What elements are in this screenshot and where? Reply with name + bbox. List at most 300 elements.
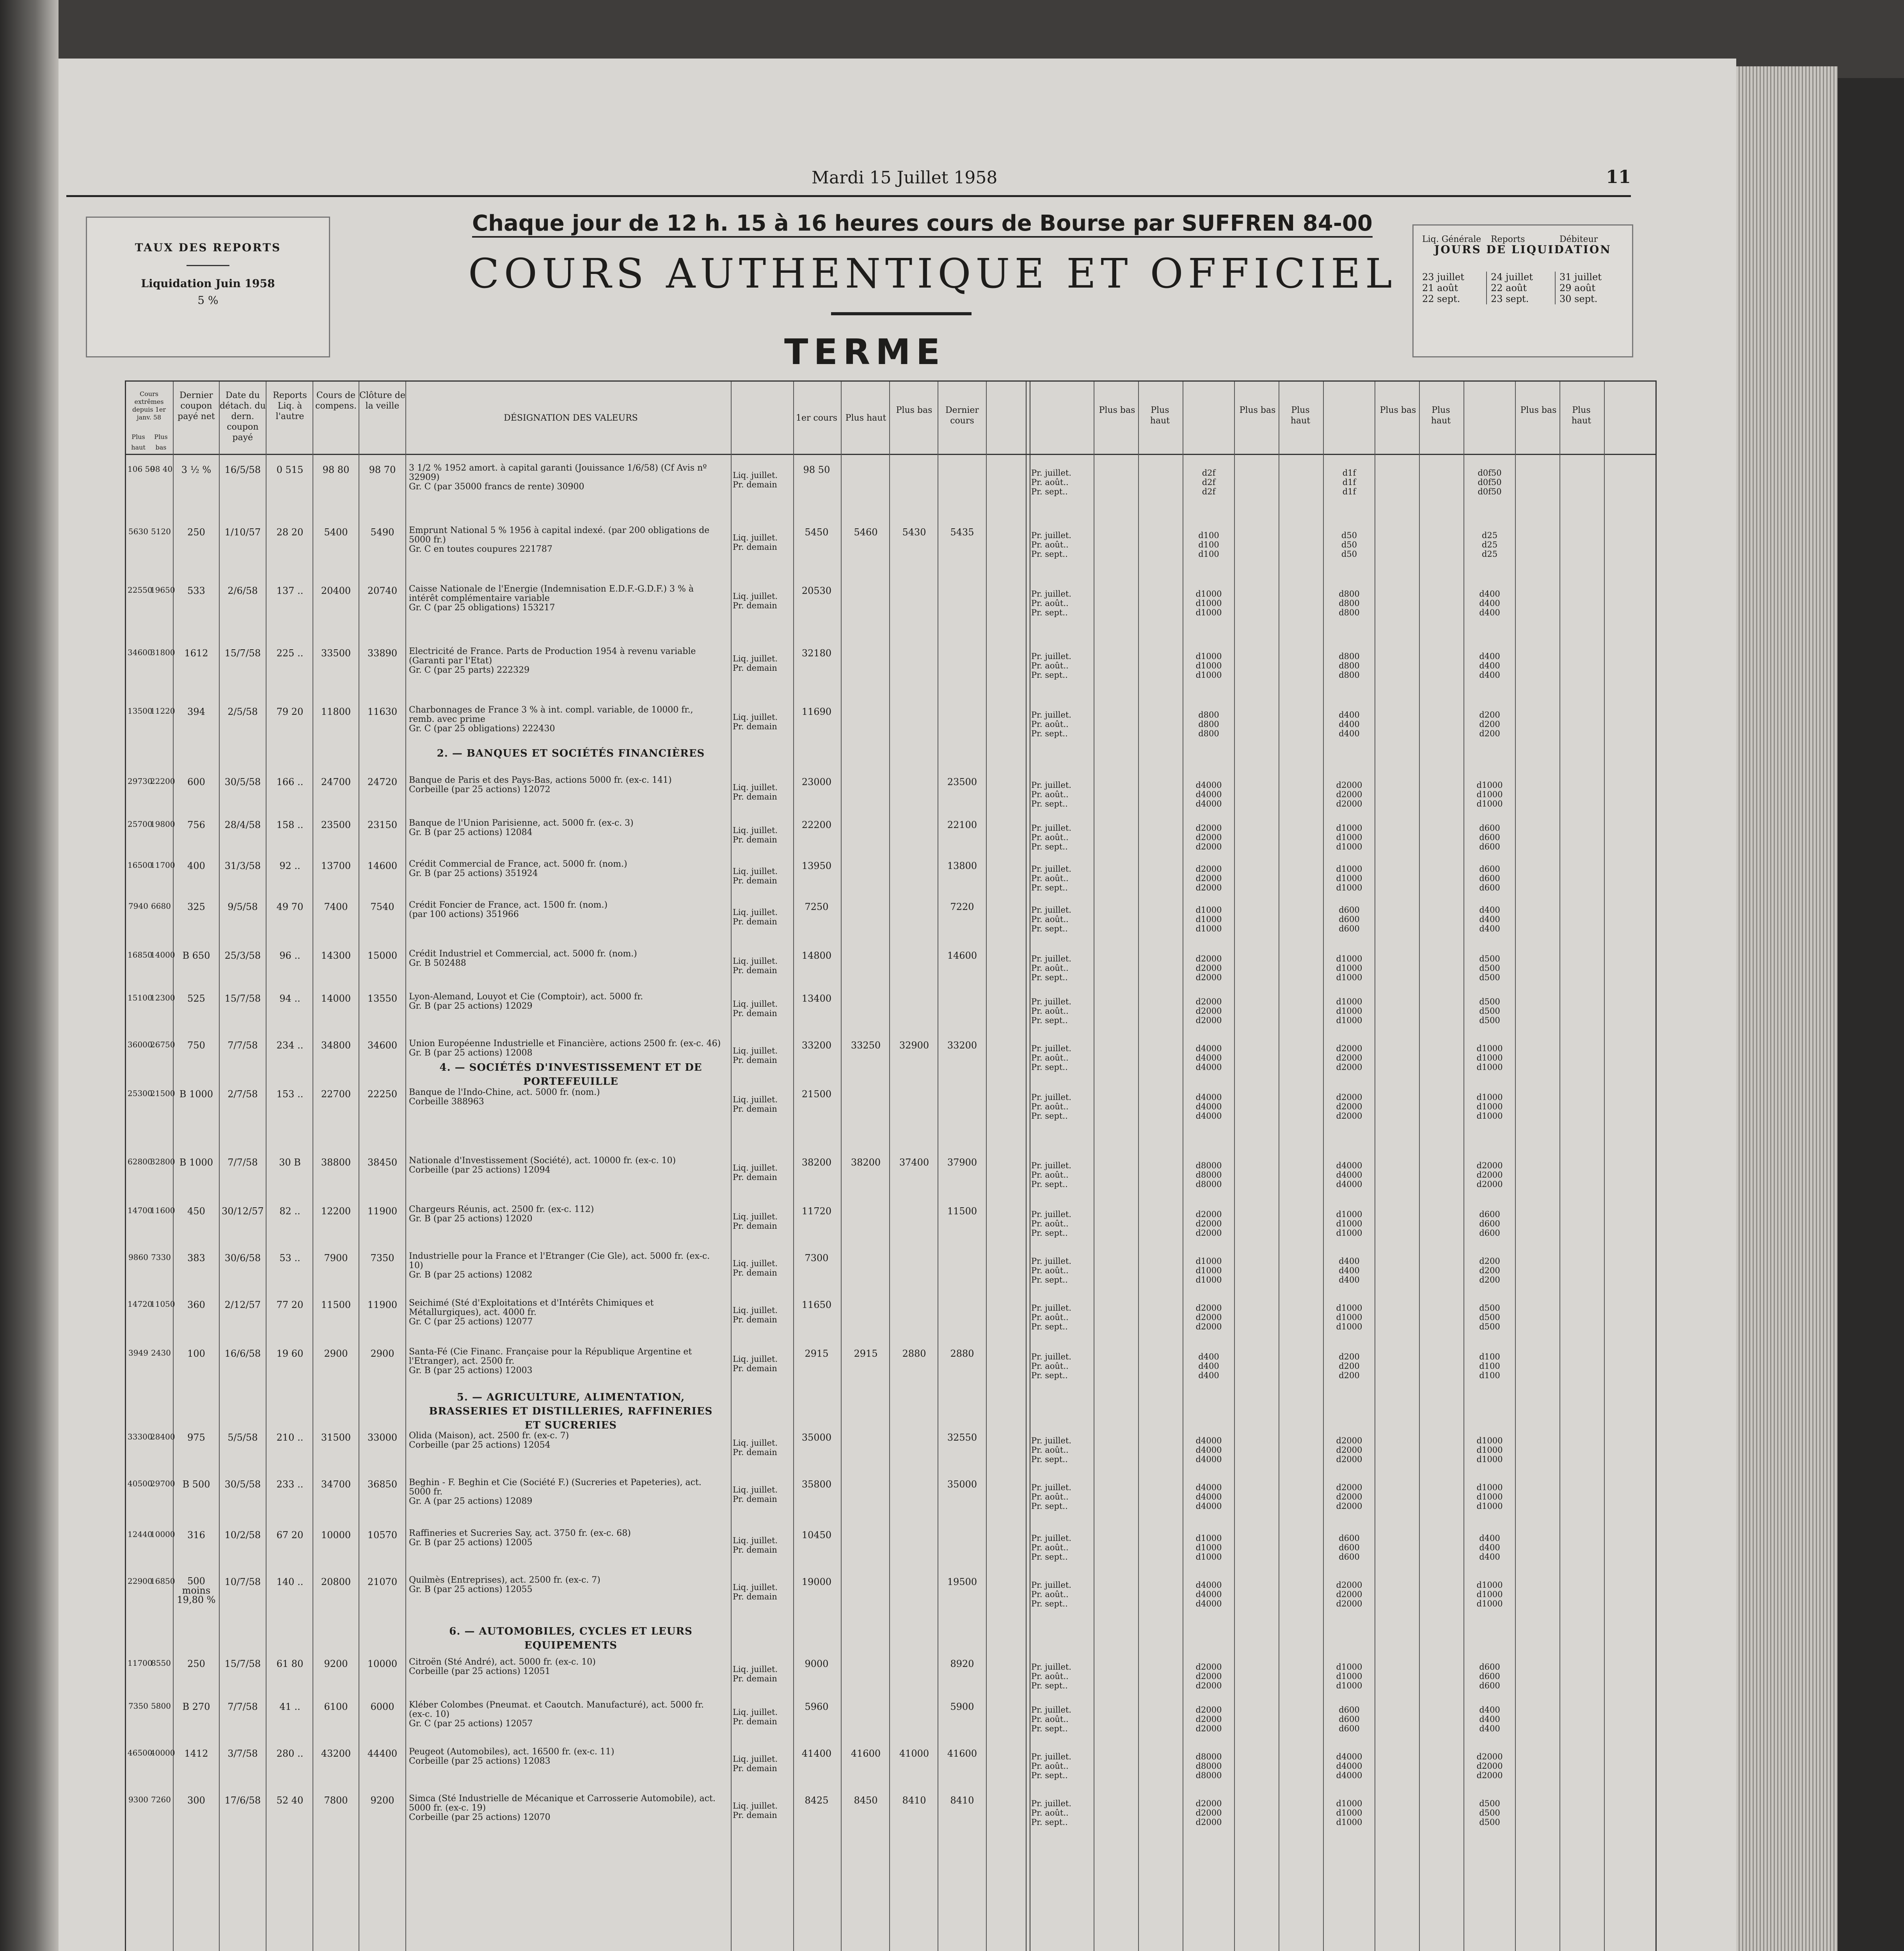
cell-pb2: 8410 [902, 1795, 926, 1806]
prime-label: Pr. août.. [1031, 478, 1069, 487]
col-cours-compens: Cours de compens. [315, 391, 357, 411]
cell-cp: 450 [187, 1206, 205, 1217]
prime-value: d4000 [1195, 1063, 1222, 1072]
prime-value: d2000 [1195, 833, 1222, 842]
security-group: Gr. B (par 25 actions) 12020 [409, 1214, 533, 1224]
prime-label: Pr. juillet. [1031, 1483, 1071, 1492]
prime-value: d400 [1479, 1543, 1500, 1552]
col-repeat-5: Plus bas [1380, 405, 1416, 415]
col-repeat-1: Plus bas [1099, 405, 1135, 415]
prime-value: d2000 [1336, 780, 1362, 790]
prime-value: d200 [1479, 720, 1500, 729]
cell-cc: 11800 [321, 706, 351, 717]
cell-ph: 25300 [128, 1089, 153, 1098]
prime-value-r1 [1187, 1799, 1230, 1827]
cell-rp: 41 .. [279, 1701, 300, 1712]
liq-label: Pr. demain [733, 601, 777, 610]
cell-c1: 10450 [801, 1530, 832, 1541]
security-name: Beghin - F. Beghin et Cie (Société F.) (Sucreries et Papeteries), act. 5000 fr. [409, 1478, 702, 1497]
col-cloture: Clôture de la veille [359, 391, 405, 411]
liq-label: Liq. juillet. [733, 1708, 778, 1717]
table-row [126, 581, 1655, 639]
cell-cp: 394 [187, 706, 205, 717]
prime-label: Pr. sept.. [1031, 924, 1068, 933]
cell-dt: 7/7/58 [227, 1157, 258, 1168]
cell-dt: 15/7/58 [224, 1658, 261, 1669]
cell-c1: 33200 [801, 1040, 832, 1051]
designation [409, 901, 721, 919]
prime-labels [1031, 1093, 1094, 1121]
cell-c1: 8425 [805, 1795, 829, 1806]
prime-value: d400 [1198, 1361, 1219, 1371]
cell-dt: 9/5/58 [227, 901, 258, 912]
liq-label: Pr. demain [733, 1364, 777, 1373]
prime-value: d2000 [1336, 790, 1362, 799]
prime-value: d4000 [1195, 1093, 1222, 1102]
prime-value: d4000 [1195, 1492, 1222, 1501]
jours-date: 24 juillet [1491, 272, 1533, 283]
prime-label: Pr. août.. [1031, 599, 1069, 608]
prime-value: d2f [1202, 478, 1216, 487]
liquidation-labels [733, 1046, 795, 1065]
prime-label: Pr. août.. [1031, 1808, 1069, 1818]
cell-c1: 5960 [805, 1701, 829, 1712]
prime-value-r2 [1328, 1533, 1371, 1562]
prime-label: Pr. sept.. [1031, 1228, 1068, 1238]
cell-cp: 300 [187, 1795, 205, 1806]
prime-value: d100 [1479, 1371, 1500, 1380]
security-name: Nationale d'Investissement (Société), act. 10000 fr. (ex-c. 10) [409, 1156, 676, 1166]
prime-value-r1 [1187, 823, 1230, 851]
prime-value: d2000 [1336, 1483, 1362, 1492]
prime-labels [1031, 1752, 1094, 1780]
cell-cp: 975 [187, 1432, 205, 1443]
prime-value: d1000 [1336, 1818, 1362, 1827]
prime-value: d1000 [1336, 833, 1362, 842]
cell-cp: 500 moins 19,80 % [177, 1576, 216, 1605]
cell-c1: 7250 [805, 901, 829, 912]
cell-pb2: 32900 [899, 1040, 929, 1051]
prime-value: d2000 [1195, 1818, 1222, 1827]
prime-value-r1 [1187, 468, 1230, 496]
prime-value: d2000 [1336, 799, 1362, 808]
prime-value: d50 [1341, 531, 1357, 540]
prime-value: d4000 [1336, 1771, 1362, 1780]
prime-value: d400 [1339, 729, 1360, 738]
prime-labels [1031, 954, 1094, 982]
prime-label: Pr. sept.. [1031, 608, 1068, 617]
prime-value: d4000 [1336, 1180, 1362, 1189]
title-rule [831, 312, 972, 315]
prime-value: d600 [1339, 1543, 1360, 1552]
liq-label: Liq. juillet. [733, 713, 778, 722]
security-name: Peugeot (Automobiles), act. 16500 fr. (ex-c. 11) [409, 1747, 615, 1757]
cell-cl: 23150 [367, 819, 398, 830]
liq-label: Pr. demain [733, 1104, 777, 1114]
designation [409, 1478, 721, 1506]
cell-cp: 100 [187, 1348, 205, 1359]
prime-value-r3 [1468, 864, 1511, 892]
prime-value: d2000 [1195, 1715, 1222, 1724]
prime-value: d4000 [1195, 1102, 1222, 1111]
prime-label: Pr. août.. [1031, 661, 1069, 670]
cell-cl: 11630 [367, 706, 398, 717]
cell-cc: 38800 [321, 1157, 351, 1168]
cell-dt: 7/7/58 [227, 1701, 258, 1712]
prime-label: Pr. août.. [1031, 1543, 1069, 1552]
prime-value: d2000 [1195, 1808, 1222, 1818]
prime-value: d1000 [1195, 1552, 1222, 1562]
security-group: Gr. B (par 25 actions) 12084 [409, 828, 533, 837]
security-name: Lyon-Alemand, Louyot et Cie (Comptoir), act. 5000 fr. [409, 992, 643, 1002]
cell-pb: 16850 [150, 1576, 175, 1586]
cell-c1: 21500 [801, 1089, 832, 1100]
prime-value-r3 [1468, 1705, 1511, 1733]
security-name: Union Européenne Industrielle et Financière, actions 2500 fr. (ex-c. 46) [409, 1039, 721, 1048]
prime-label: Pr. août.. [1031, 1672, 1069, 1681]
prime-value: d1000 [1195, 924, 1222, 933]
cell-cl: 10570 [367, 1530, 398, 1541]
cell-cl: 44400 [367, 1748, 398, 1759]
prime-value-r2 [1328, 823, 1371, 851]
prime-value: d400 [1339, 1266, 1360, 1275]
cell-ph: 15100 [128, 993, 153, 1002]
prime-value: d2000 [1476, 1161, 1503, 1170]
cell-ph: 22550 [128, 585, 153, 595]
col-repeat-7: Plus bas [1520, 405, 1557, 415]
prime-value: d1000 [1336, 963, 1362, 973]
prime-value-r2 [1328, 589, 1371, 617]
prime-value: d2000 [1195, 1016, 1222, 1025]
cell-dt: 5/5/58 [227, 1432, 258, 1443]
cell-ph: 62800 [128, 1157, 153, 1166]
liq-label: Pr. demain [733, 835, 777, 844]
prime-label: Pr. juillet. [1031, 1352, 1071, 1361]
prime-value-r1 [1187, 1044, 1230, 1072]
cell-dt: 16/5/58 [224, 464, 261, 475]
prime-value: d50 [1341, 549, 1357, 559]
cell-cc: 98 80 [322, 464, 350, 475]
cell-cp: 250 [187, 527, 205, 538]
prime-value: d2000 [1336, 1093, 1362, 1102]
cell-rp: 96 .. [279, 950, 300, 961]
prime-value: d4000 [1336, 1752, 1362, 1761]
designation [409, 1747, 721, 1766]
prime-label: Pr. sept.. [1031, 487, 1068, 496]
col-premier-cours: 1er cours [796, 413, 838, 423]
cell-ph2: 8450 [854, 1795, 878, 1806]
cell-cc: 14300 [321, 950, 351, 961]
prime-value: d1000 [1336, 1313, 1362, 1322]
cell-cp: B 650 [182, 950, 210, 961]
prime-value-r1 [1187, 1580, 1230, 1608]
cell-pb: 32800 [150, 1157, 175, 1166]
prime-value: d2000 [1336, 1580, 1362, 1590]
cell-rp: 79 20 [276, 706, 304, 717]
prime-value-r3 [1468, 1580, 1511, 1608]
cell-cl: 7540 [370, 901, 394, 912]
prime-labels [1031, 1580, 1094, 1608]
cell-dt: 16/6/58 [224, 1348, 261, 1359]
liq-label: Pr. demain [733, 1494, 777, 1504]
jours-date: 29 août [1559, 283, 1596, 293]
cell-dt: 15/7/58 [224, 993, 261, 1004]
liquidation-labels [733, 1665, 795, 1683]
designation [409, 819, 721, 837]
cell-pb: 21500 [150, 1089, 175, 1098]
prime-label: Pr. août.. [1031, 1313, 1069, 1322]
prime-value: d8000 [1195, 1771, 1222, 1780]
col-plus-bas-2: Plus bas [896, 405, 932, 415]
col-repeat-4: Plus haut [1290, 405, 1311, 426]
liquidation-labels [733, 867, 795, 885]
prime-value-r3 [1468, 468, 1511, 496]
cell-pb: 6680 [151, 901, 171, 911]
designation [409, 1529, 721, 1548]
prime-value: d1000 [1195, 905, 1222, 915]
prime-value-r3 [1468, 1662, 1511, 1690]
prime-labels [1031, 1161, 1094, 1189]
cell-cl: 2900 [370, 1348, 394, 1359]
prime-value: d2000 [1336, 1455, 1362, 1464]
prime-label: Pr. août.. [1031, 1445, 1069, 1455]
jours-date: 22 août [1491, 283, 1527, 293]
prime-value: d500 [1479, 1808, 1500, 1818]
liquidation-labels [733, 1212, 795, 1231]
prime-value: d2000 [1476, 1761, 1503, 1771]
cell-c1: 32180 [801, 648, 832, 659]
prime-labels [1031, 1662, 1094, 1690]
prime-value: d2000 [1476, 1752, 1503, 1761]
liquidation-labels [733, 999, 795, 1018]
designation [409, 1700, 721, 1729]
cell-rp: 280 .. [276, 1748, 304, 1759]
prime-value: d500 [1479, 1799, 1500, 1808]
liq-label: Liq. juillet. [733, 956, 778, 966]
table-row [126, 1572, 1655, 1630]
prime-label: Pr. juillet. [1031, 1580, 1071, 1590]
prime-value: d4000 [1195, 1436, 1222, 1445]
page-date: Mardi 15 Juillet 1958 [812, 168, 998, 188]
cell-ph: 12440 [128, 1530, 153, 1539]
cell-rp: 52 40 [276, 1795, 304, 1806]
prime-value: d1000 [1476, 1053, 1503, 1063]
prime-value: d500 [1479, 1313, 1500, 1322]
liquidation-labels [733, 713, 795, 731]
prime-value: d500 [1479, 1303, 1500, 1313]
security-name: Banque de l'Union Parisienne, act. 5000 fr. (ex-c. 3) [409, 818, 634, 828]
liq-label: Liq. juillet. [733, 533, 778, 542]
prime-value-r2 [1328, 531, 1371, 559]
cell-pb2: 5430 [902, 527, 926, 538]
cell-dt: 30/6/58 [224, 1253, 261, 1263]
prime-value: d1000 [1476, 1599, 1503, 1608]
liq-label: Pr. demain [733, 1221, 777, 1231]
prime-labels [1031, 531, 1094, 559]
liquidation-labels [733, 471, 795, 489]
cell-cl: 33890 [367, 648, 398, 659]
cell-dc: 14600 [947, 950, 977, 961]
prime-label: Pr. sept.. [1031, 1724, 1068, 1733]
prime-value: d100 [1198, 531, 1219, 540]
liquidation-labels [733, 1583, 795, 1601]
prime-value: d600 [1339, 915, 1360, 924]
cell-ph: 25700 [128, 819, 153, 829]
prime-value-r3 [1468, 1752, 1511, 1780]
liq-label: Liq. juillet. [733, 783, 778, 792]
prime-value: d600 [1479, 1672, 1500, 1681]
prime-value: d200 [1479, 1275, 1500, 1285]
prime-label: Pr. sept.. [1031, 1455, 1068, 1464]
cell-dt: 31/3/58 [224, 860, 261, 871]
taux-line2: 5 % [197, 294, 218, 307]
prime-label: Pr. août.. [1031, 1053, 1069, 1063]
prime-value: d1000 [1195, 1256, 1222, 1266]
cell-cl: 34600 [367, 1040, 398, 1051]
liq-label: Pr. demain [733, 1764, 777, 1773]
prime-value: d600 [1339, 1533, 1360, 1543]
prime-value: d1000 [1336, 1219, 1362, 1228]
cell-dt: 25/3/58 [224, 950, 261, 961]
prime-value: d500 [1479, 1006, 1500, 1016]
jours-col-header: Débiteur [1559, 235, 1598, 244]
prime-value: d1f [1342, 478, 1356, 487]
jours-col-liq [1422, 235, 1486, 304]
prime-value-r3 [1468, 531, 1511, 559]
security-group: Gr. B (par 25 actions) 12003 [409, 1366, 533, 1375]
cell-ph: 3949 [128, 1348, 148, 1358]
cell-cl: 21070 [367, 1576, 398, 1587]
taux-line1: Liquidation Juin 1958 [141, 277, 275, 290]
cell-ph2: 33250 [851, 1040, 881, 1051]
liq-label: Pr. demain [733, 663, 777, 673]
cell-ph: 16500 [128, 860, 153, 870]
cell-cc: 6100 [324, 1701, 348, 1712]
prime-value-r3 [1468, 589, 1511, 617]
prime-value-r2 [1328, 1256, 1371, 1285]
col-repeat-2: Plus haut [1150, 405, 1170, 426]
liq-label: Pr. demain [733, 722, 777, 731]
table-row [126, 1474, 1655, 1533]
prime-value: d400 [1479, 1533, 1500, 1543]
prime-value-r1 [1187, 997, 1230, 1025]
prime-value: d1000 [1476, 1455, 1503, 1464]
cell-cp: 316 [187, 1530, 205, 1541]
section-heading: 4. — SOCIÉTÉS D'INVESTISSEMENT ET DE PORTEFEUILLE [439, 1062, 702, 1087]
prime-value: d2000 [1195, 1006, 1222, 1016]
prime-value: d1000 [1336, 1006, 1362, 1016]
prime-value-r1 [1187, 1210, 1230, 1238]
prime-label: Pr. juillet. [1031, 1705, 1071, 1715]
prime-value: d400 [1479, 915, 1500, 924]
cell-dc: 5435 [950, 527, 974, 538]
cell-c1: 2915 [805, 1348, 829, 1359]
prime-value: d1000 [1476, 1044, 1503, 1053]
jours-col-header: Reports [1491, 235, 1525, 244]
liq-label: Liq. juillet. [733, 1536, 778, 1545]
security-group: Gr. C en toutes coupures 221787 [409, 544, 552, 554]
prime-labels [1031, 589, 1094, 617]
cell-c1: 41400 [801, 1748, 832, 1759]
prime-value: d600 [1479, 1228, 1500, 1238]
security-name: Banque de Paris et des Pays-Bas, actions 5000 fr. (ex-c. 141) [409, 775, 672, 785]
designation [409, 526, 721, 554]
security-group: Gr. B (par 25 actions) 12029 [409, 1001, 533, 1011]
cell-cc: 33500 [321, 648, 351, 659]
prime-value-r1 [1187, 710, 1230, 738]
prime-label: Pr. juillet. [1031, 905, 1071, 915]
prime-label: Pr. juillet. [1031, 1210, 1071, 1219]
jours-title: JOURS DE LIQUIDATION [1434, 243, 1611, 256]
prime-label: Pr. août.. [1031, 1219, 1069, 1228]
cell-cc: 7400 [324, 901, 348, 912]
prime-value: d2000 [1336, 1044, 1362, 1053]
col-repeat-8: Plus haut [1571, 405, 1591, 426]
prime-value: d1000 [1336, 997, 1362, 1006]
prime-value: d400 [1479, 652, 1500, 661]
prime-value: d2000 [1195, 997, 1222, 1006]
page-title: COURS AUTHENTIQUE ET OFFICIEL [468, 250, 1397, 297]
cell-dc: 33200 [947, 1040, 977, 1051]
prime-label: Pr. sept.. [1031, 1371, 1068, 1380]
prime-value-r2 [1328, 1662, 1371, 1690]
cell-cl: 9200 [370, 1795, 394, 1806]
col-plus-haut-2: Plus haut [845, 413, 886, 423]
cell-ph: 9860 [128, 1253, 148, 1262]
prime-value-r2 [1328, 954, 1371, 982]
liq-label: Liq. juillet. [733, 592, 778, 601]
prime-value-r3 [1468, 997, 1511, 1025]
security-group: Gr. A (par 25 actions) 12089 [409, 1496, 533, 1506]
security-name: Crédit Foncier de France, act. 1500 fr. (nom.) [409, 900, 608, 910]
prime-value-r2 [1328, 1580, 1371, 1608]
security-group: Gr. B 502488 [409, 958, 466, 968]
cell-cp: 250 [187, 1658, 205, 1669]
security-group: Gr. C (par 35000 francs de rente) 30900 [409, 482, 584, 492]
prime-value: d200 [1479, 729, 1500, 738]
prime-value: d2000 [1336, 1436, 1362, 1445]
prime-value: d4000 [1195, 1599, 1222, 1608]
cell-pb: 2430 [151, 1348, 171, 1358]
prime-value: d800 [1198, 720, 1219, 729]
cell-cl: 5490 [370, 527, 394, 538]
prime-value: d500 [1479, 1016, 1500, 1025]
cell-ph2: 5460 [854, 527, 878, 538]
cell-dt: 17/6/58 [224, 1795, 261, 1806]
liq-label: Liq. juillet. [733, 1583, 778, 1592]
cell-rp: 0 515 [276, 464, 304, 475]
prime-value: d100 [1479, 1361, 1500, 1371]
prime-value: d800 [1339, 670, 1360, 680]
prime-value: d2000 [1195, 1228, 1222, 1238]
cell-rp: 61 80 [276, 1658, 304, 1669]
security-name: Raffineries et Sucreries Say, act. 3750 fr. (ex-c. 68) [409, 1528, 631, 1538]
cell-pb2: 37400 [899, 1157, 929, 1168]
page-number: 11 [1606, 166, 1631, 187]
prime-value: d400 [1339, 1256, 1360, 1266]
prime-label: Pr. août.. [1031, 1102, 1069, 1111]
prime-value: d800 [1339, 589, 1360, 599]
prime-value: d2000 [1336, 1111, 1362, 1121]
liq-label: Pr. demain [733, 1009, 777, 1018]
prime-value: d600 [1479, 864, 1500, 874]
cell-dc: 22100 [947, 819, 977, 830]
prime-value-r1 [1187, 652, 1230, 680]
prime-value-r2 [1328, 1303, 1371, 1331]
cell-dc: 7220 [950, 901, 974, 912]
prime-label: Pr. août.. [1031, 1715, 1069, 1724]
prime-value: d600 [1479, 1662, 1500, 1672]
